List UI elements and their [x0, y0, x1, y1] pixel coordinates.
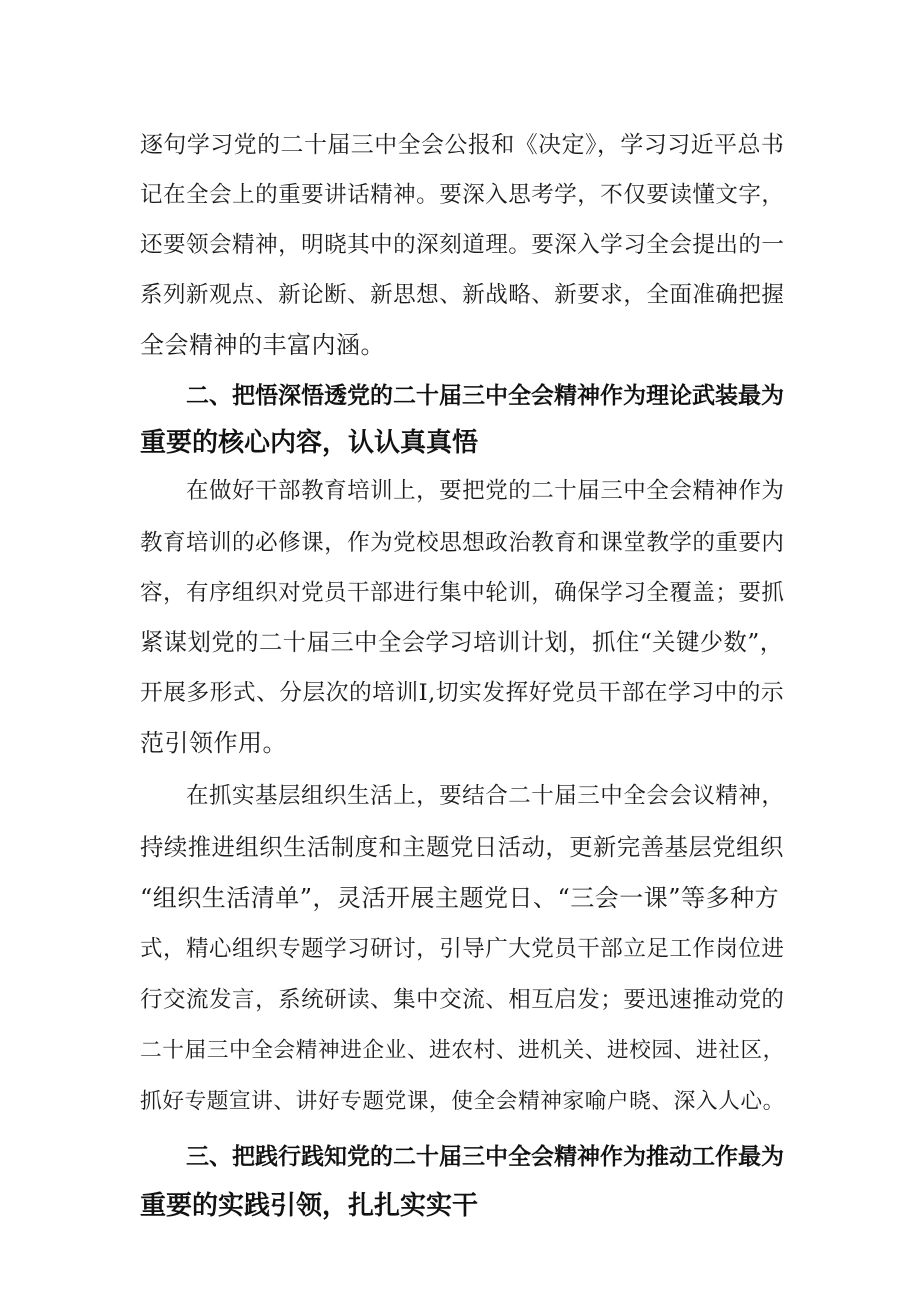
- line-text: 行交流发言，系统研读、集中交流、相互启发；要迅速推动党的: [140, 987, 785, 1013]
- paragraph-line: [0, 1078, 920, 1126]
- heading-text: 二、把悟深悟透党的二十届三中全会精神作为理论武装最为: [186, 383, 784, 409]
- line-text: 式，精心组织专题学习研讨，引导广大党员干部立足工作岗位进: [140, 936, 785, 962]
- paragraph-line: [0, 719, 920, 767]
- section-heading-3: [0, 1133, 920, 1181]
- paragraph-line: [0, 925, 920, 973]
- line-text: 范引领作用。: [140, 729, 287, 757]
- heading-text: 三、把践行践知党的二十届三中全会精神作为推动工作最为: [186, 1144, 784, 1170]
- paragraph-line: [0, 976, 920, 1024]
- line-text: 在抓实基层组织生活上，要结合二十届三中全会会议精神，: [186, 783, 785, 809]
- line-text: 逐句学习党的二十届三中全会公报和《决定》，学习习近平总书: [140, 132, 785, 158]
- heading-text: 重要的核心内容，认认真真悟: [140, 428, 479, 458]
- paragraph-line: [0, 321, 920, 369]
- paragraph-line: [0, 121, 920, 169]
- paragraph-line: [0, 1027, 920, 1075]
- line-text: 二十届三中全会精神进企业、进农村、进机关、进校园、进社区，: [140, 1038, 785, 1063]
- paragraph-line: [0, 221, 920, 269]
- paragraph-line: [0, 772, 920, 820]
- line-text: 记在全会上的重要讲话精神。要深入思考学，不仅要读懂文字，: [140, 182, 785, 208]
- paragraph-line: [0, 669, 920, 717]
- section-heading-2-continued: [0, 419, 920, 467]
- line-text: 还要领会精神，明晓其中的深刻道理。要深入学习全会提出的一: [140, 232, 785, 258]
- paragraph-line: [0, 519, 920, 567]
- line-text: “组织生活清单”，灵活开展主题党日、“三会一课”等多种方: [140, 884, 780, 912]
- paragraph-line: [0, 619, 920, 667]
- line-text: 在做好干部教育培训上，要把党的二十届三中全会精神作为: [186, 478, 785, 504]
- line-text: 紧谋划党的二十届三中全会学习培训计划，抓住“关键少数”，: [140, 629, 784, 656]
- line-text: 开展多形式、分层次的培训I,切实发挥好党员干部在学习中的示: [140, 680, 785, 706]
- line-text: 教育培训的必修课，作为党校思想政治教育和课堂教学的重要内: [140, 530, 785, 556]
- heading-text: 重要的实践引领，扎扎实实干: [140, 1191, 479, 1221]
- paragraph-line: [0, 823, 920, 871]
- paragraph-line: [0, 569, 920, 617]
- line-text: 容，有序组织对党员干部进行集中轮训，确保学习全覆盖；要抓: [140, 580, 785, 606]
- line-text: 抓好专题宣讲、讲好专题党课，使全会精神家喻户晓、深入人心。: [140, 1089, 785, 1114]
- section-heading-2: [0, 372, 920, 420]
- section-heading-3-continued: [0, 1182, 920, 1230]
- paragraph-line: [0, 467, 920, 515]
- paragraph-line: [0, 874, 920, 922]
- paragraph-line: [0, 171, 920, 219]
- line-text: 持续推进组织生活制度和主题党日活动，更新完善基层党组织: [140, 833, 784, 861]
- line-text: 系列新观点、新论断、新思想、新战略、新要求，全面准确把握: [140, 282, 785, 308]
- paragraph-line: [0, 271, 920, 319]
- line-text: 全会精神的丰富内涵。: [140, 331, 385, 359]
